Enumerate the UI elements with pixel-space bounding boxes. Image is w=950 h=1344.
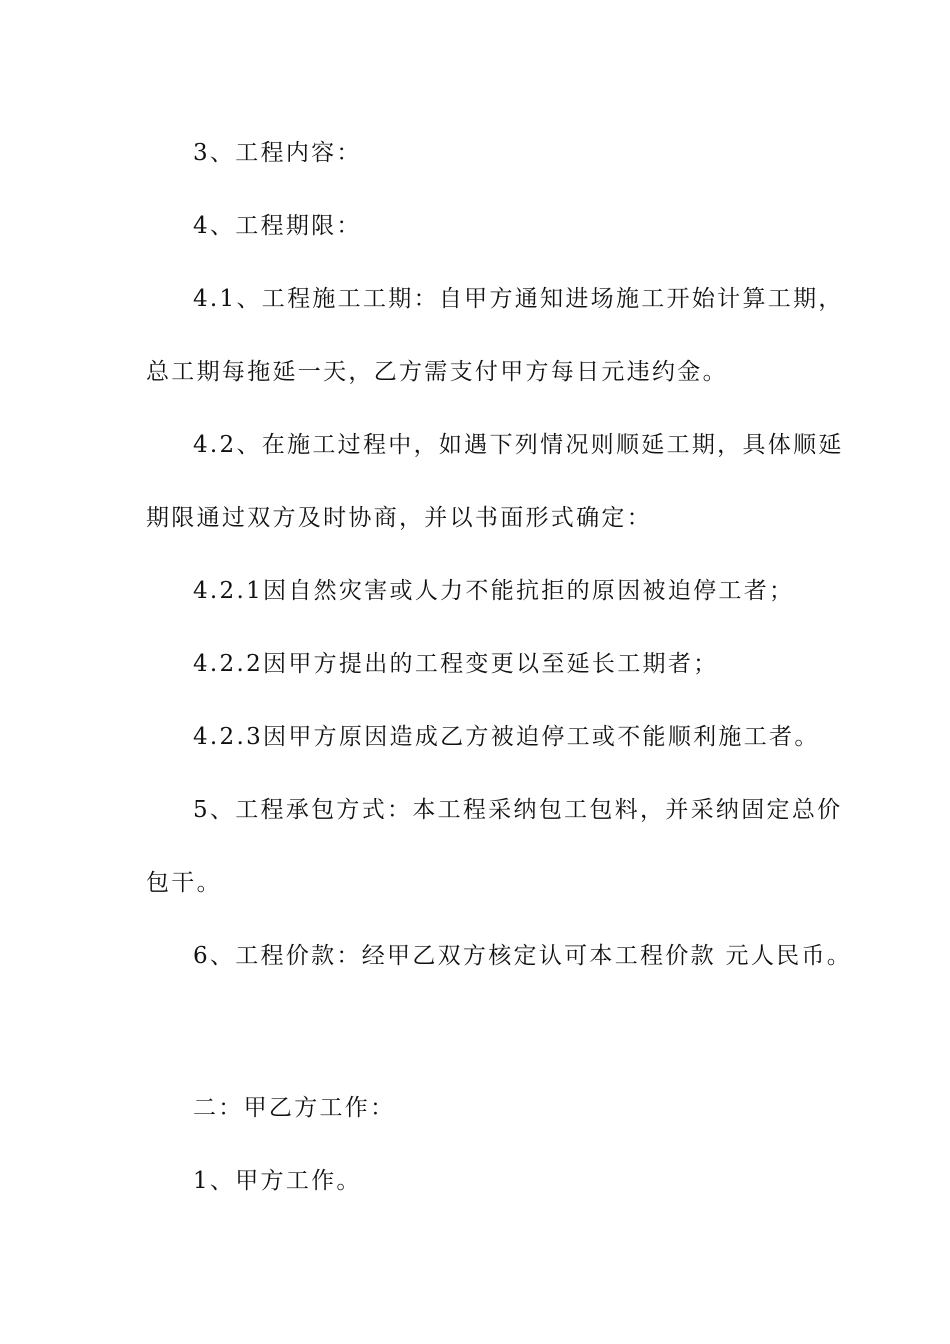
clause-4-2-2: 4.2.2因甲方提出的工程变更以至延长工期者； <box>193 651 719 677</box>
clause-4-2-1: 4.2.1因自然灾害或人力不能抗拒的原因被迫停工者； <box>193 578 795 604</box>
section-4-heading: 4、工程期限： <box>193 213 362 239</box>
clause-4-2-line-1: 4.2、在施工过程中，如遇下列情况则顺延工期，具体顺延 <box>193 432 844 458</box>
clause-4-2-line-2: 期限通过双方及时协商，并以书面形式确定： <box>146 505 652 531</box>
clause-4-1-line-2: 总工期每拖延一天，乙方需支付甲方每日元违约金。 <box>146 359 728 385</box>
part-2-heading: 二：甲乙方工作： <box>193 1095 396 1121</box>
section-6: 6、工程价款：经甲乙双方核定认可本工程价款 元人民币。 <box>193 943 853 969</box>
clause-4-1-line-1: 4.1、工程施工工期：自甲方通知进场施工开始计算工期， <box>193 286 844 312</box>
part-2-item-1: 1、甲方工作。 <box>193 1168 362 1194</box>
section-5-line-2: 包干。 <box>146 870 222 896</box>
clause-4-2-3: 4.2.3因甲方原因造成乙方被迫停工或不能顺利施工者。 <box>193 724 820 750</box>
section-5-line-1: 5、工程承包方式：本工程采纳包工包料，并采纳固定总价 <box>193 797 843 823</box>
section-3-heading: 3、工程内容： <box>193 140 362 166</box>
